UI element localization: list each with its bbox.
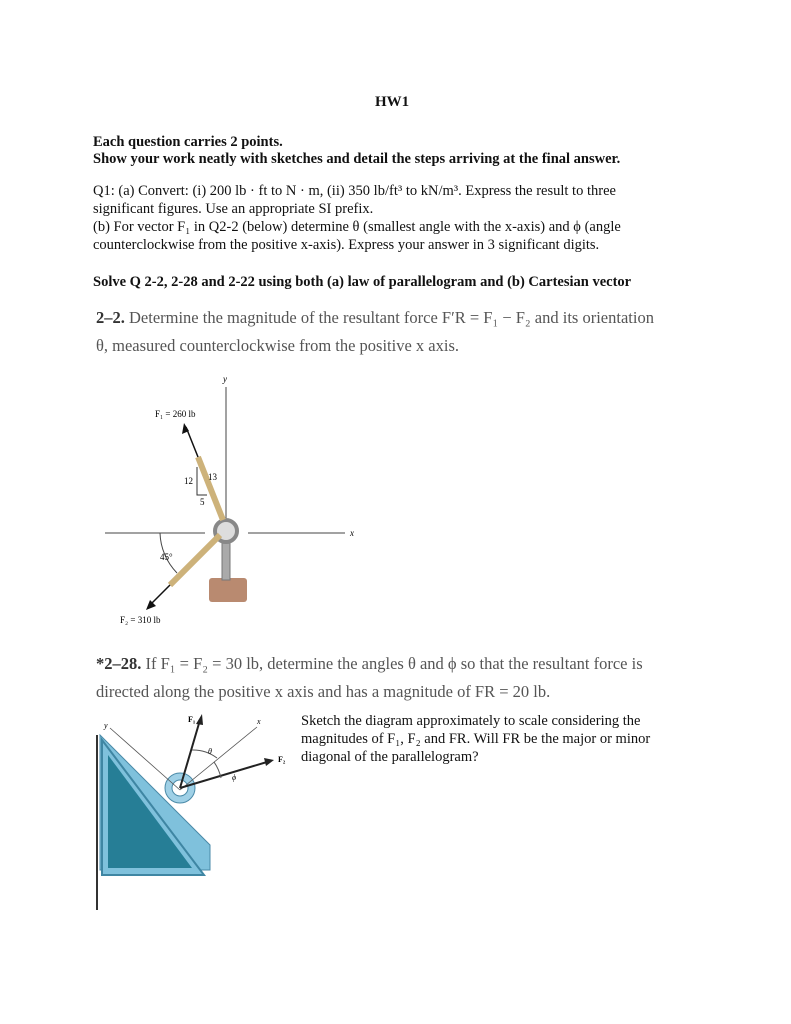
arrowhead-f1 [196,714,203,725]
solve-instruction: Solve Q 2-2, 2-28 and 2-22 using both (a) law of parallelogram and (b) Cartesian vector [93,274,632,290]
post [222,540,230,580]
y-axis-label: y [104,721,108,730]
problem-number: *2–28. [96,654,142,673]
arrow-f2 [150,585,170,605]
q1-line: (b) For vector F₁ in Q2-2 (below) determine θ (smallest angle with the x-axis) and ϕ (angle [93,219,621,235]
theta-label: θ [208,747,212,756]
f1-label: F₁ [188,715,196,724]
rope-f1 [198,457,223,520]
sketch-note-line: magnitudes of F₁, F₂ and FR. Will FR be the major or minor [301,731,651,747]
x-axis [180,727,257,790]
instruction-show-work: Show your work neatly with sketches and detail the steps arriving at the final answer. [93,151,621,167]
angle-45: 45° [160,552,173,562]
x-axis-label: x [257,717,261,726]
bracket-face [108,755,192,868]
problem-2-28-line2: directed along the positive x axis and has a magnitude of FR = 20 lb. [96,682,551,701]
q1-line: counterclockwise from the positive x-axis). Express your answer in 3 significant digits. [93,237,600,253]
base-block [209,578,247,602]
phi-label: ϕ [232,773,237,782]
f1-label: F₁ = 260 lb [155,409,196,419]
figure-2-28 [92,710,302,915]
slope-12: 12 [184,476,193,486]
problem-2-2-line2: θ, measured counterclockwise from the positive x axis. [96,336,460,355]
q1-line: significant figures. Use an appropriate SI prefix. [93,201,374,217]
sketch-note-line: diagonal of the parallelogram? [301,749,479,765]
slope-5: 5 [200,497,205,507]
problem-2-2-line1 [96,308,654,328]
figure-2-2 [90,370,380,630]
x-axis-label: x [350,528,354,538]
y-axis-label: y [223,374,227,384]
sketch-note-line: Sketch the diagram approximately to scale considering the [301,713,641,729]
problem-text: If F₁ = F₂ = 30 lb, determine the angles θ and ϕ so that the resultant force is [145,654,643,673]
problem-number: 2–2. [96,308,125,327]
slope-13: 13 [208,472,217,482]
arrowhead-f2 [264,758,274,766]
instruction-points: Each question carries 2 points. [93,134,283,150]
rope-f2 [170,535,220,585]
phi-arc [214,762,221,778]
f2-label: F₂ [278,755,286,764]
theta-arc [192,750,217,758]
q1-line: Q1: (a) Convert: (i) 200 lb · ft to N · m, (ii) 350 lb/ft³ to kN/m³. Express the result to three [93,183,616,199]
problem-text: Determine the magnitude of the resultant force F′R = F₁ − F₂ and its orientation [129,308,654,327]
problem-2-28-line1 [96,654,643,674]
f2-label: F₂ = 310 lb [120,615,161,625]
page-title: HW1 [375,94,410,110]
arrow-f2 [180,762,267,788]
